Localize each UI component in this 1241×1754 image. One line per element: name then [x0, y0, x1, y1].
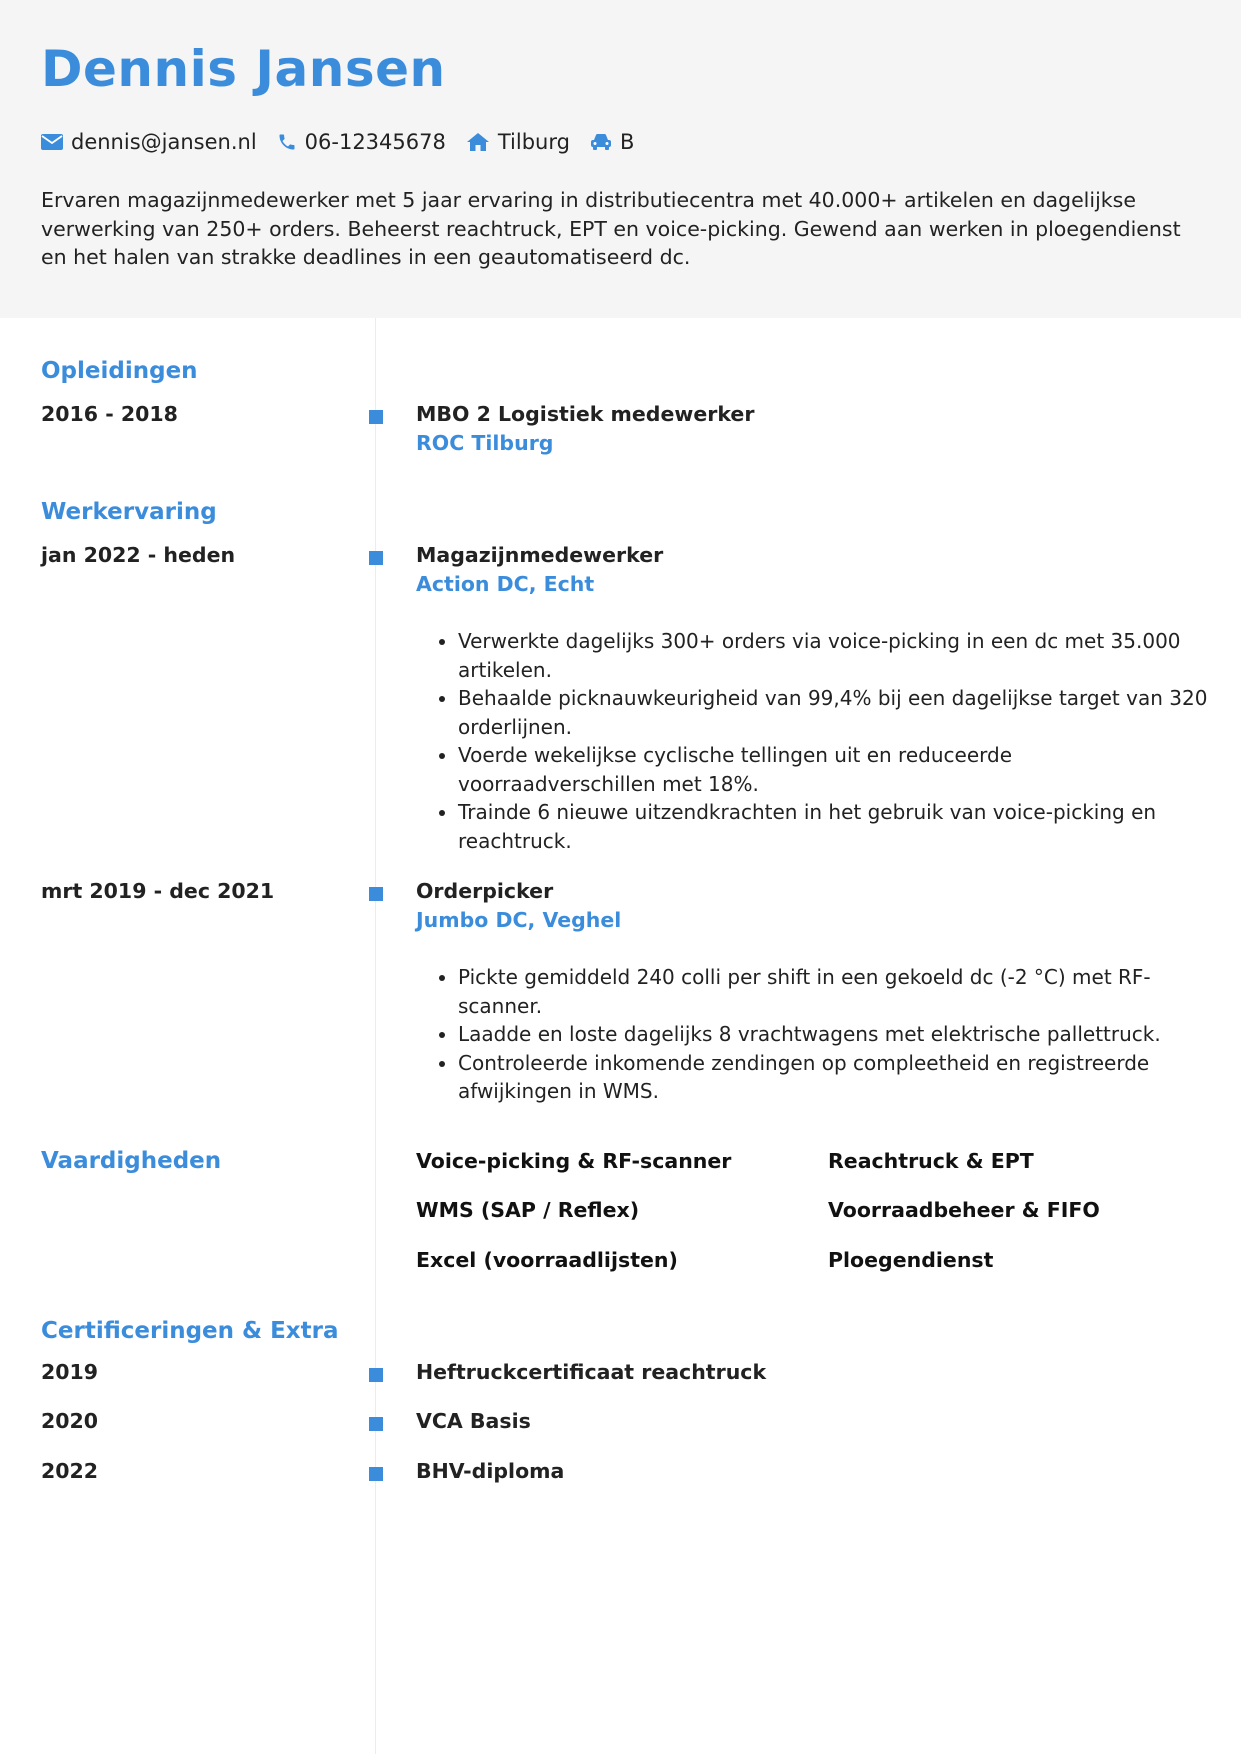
certification-year: 2019 [41, 1360, 99, 1384]
education-school: ROC Tilburg [416, 431, 554, 455]
timeline-marker [369, 1417, 383, 1431]
achievement-item: • Laadde en loste dagelijks 8 vrachtwagens met elektrische pallettruck. [458, 1020, 1211, 1049]
envelope-icon [41, 134, 63, 150]
car-icon [590, 133, 612, 151]
section-title-experience: Werkervaring [41, 499, 217, 525]
skill-item: Voice-picking & RF-scanner [416, 1149, 732, 1173]
section-title-education: Opleidingen [41, 358, 198, 384]
candidate-name: Dennis Jansen [41, 40, 446, 98]
certification-title: VCA Basis [416, 1409, 531, 1433]
contact-bar [41, 128, 654, 156]
achievement-item: • Behaalde picknauwkeurigheid van 99,4% bij een dagelijkse target van 320 orderlijnen. [458, 684, 1211, 741]
phone-icon [277, 132, 297, 152]
education-title: MBO 2 Logistiek medewerker [416, 402, 755, 426]
contact-city [466, 130, 570, 154]
job-period: mrt 2019 - dec 2021 [41, 879, 275, 903]
city-text: Tilburg [497, 130, 570, 154]
skill-item: Excel (voorraadlijsten) [416, 1248, 678, 1272]
timeline-marker [369, 1368, 383, 1382]
timeline-divider [375, 318, 376, 1754]
job-employer: Action DC, Echt [416, 572, 595, 596]
section-title-certifications: Certificeringen & Extra [41, 1318, 339, 1344]
achievement-item: • Pickte gemiddeld 240 colli per shift in een gekoeld dc (-2 °C) met RF-scanner. [458, 963, 1211, 1020]
timeline-marker [369, 410, 383, 424]
education-period: 2016 - 2018 [41, 402, 178, 426]
contact-phone[interactable] [277, 130, 446, 154]
achievement-item: • Voerde wekelijkse cyclische tellingen uit en reduceerde voorraadverschillen met 18%. [458, 741, 1211, 798]
certification-year: 2022 [41, 1459, 99, 1483]
achievement-item: • Trainde 6 nieuwe uitzendkrachten in het gebruik van voice-picking en reachtruck. [458, 798, 1211, 855]
job-achievements-list [416, 963, 1211, 1106]
job-title: Orderpicker [416, 879, 554, 903]
timeline-marker [369, 1467, 383, 1481]
job-title: Magazijnmedewerker [416, 543, 664, 567]
certification-title: BHV-diploma [416, 1459, 565, 1483]
skill-item: Ploegendienst [828, 1248, 994, 1272]
job-employer: Jumbo DC, Veghel [416, 908, 622, 932]
skill-item: WMS (SAP / Reflex) [416, 1198, 640, 1222]
section-title-skills: Vaardigheden [41, 1148, 222, 1174]
job-achievements-list [416, 627, 1211, 855]
profile-summary: Ervaren magazijnmedewerker met 5 jaar ervaring in distributiecentra met 40.000+ artikelen en dagelijkse verwerking van 250+ orders. Beheerst reachtruck, EPT en voice-picking. Gewend aan werken in ploegendienst en het halen van strakke deadlines in een geautomatiseerd dc. [41, 188, 1181, 269]
email-text: dennis@jansen.nl [71, 130, 257, 154]
header [0, 0, 1241, 318]
job-period: jan 2022 - heden [41, 543, 236, 567]
certification-year: 2020 [41, 1409, 99, 1433]
phone-text: 06-12345678 [304, 130, 446, 154]
license-text: B [619, 130, 635, 154]
timeline-marker [369, 887, 383, 901]
skill-item: Reachtruck & EPT [828, 1149, 1034, 1173]
certification-title: Heftruckcertificaat reachtruck [416, 1360, 767, 1384]
skill-item: Voorraadbeheer & FIFO [828, 1198, 1100, 1222]
contact-email[interactable] [41, 130, 257, 154]
contact-license [590, 130, 634, 154]
achievement-item: • Controleerde inkomende zendingen op compleetheid en registreerde afwijkingen in WMS. [458, 1049, 1211, 1106]
timeline-marker [369, 551, 383, 565]
home-icon [466, 132, 490, 152]
achievement-item: • Verwerkte dagelijks 300+ orders via voice-picking in een dc met 35.000 artikelen. [458, 627, 1211, 684]
